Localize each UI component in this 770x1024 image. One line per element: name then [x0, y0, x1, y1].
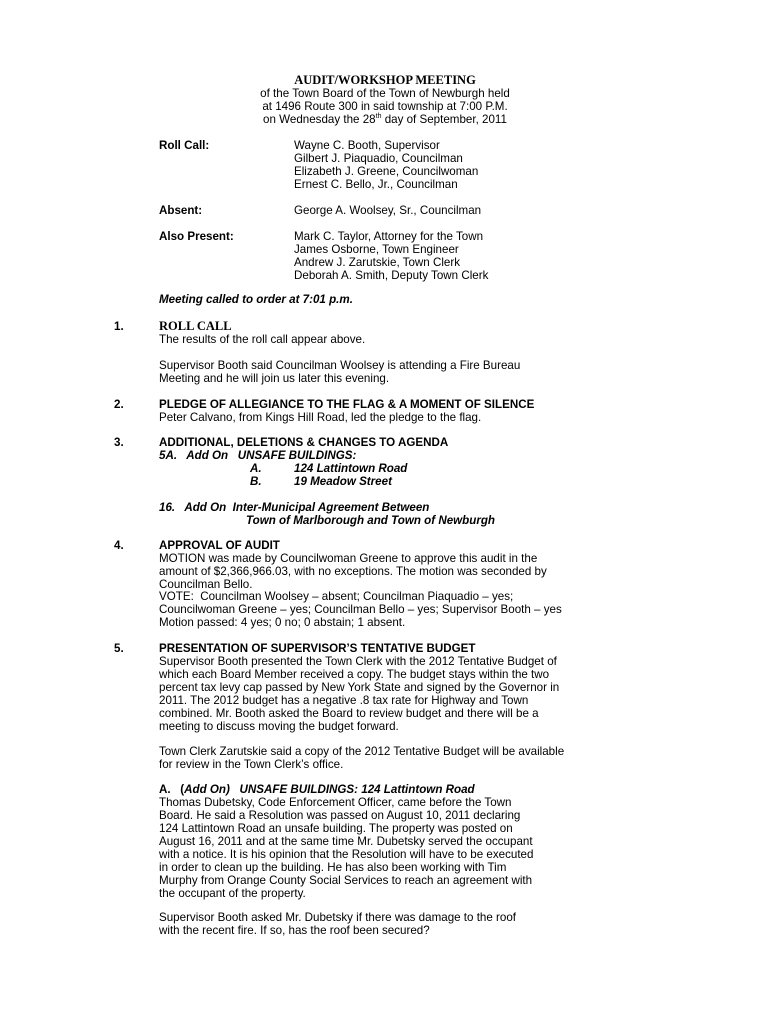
body-line: percent tax levy cap passed by New York State and signed by the Governor in: [159, 681, 560, 694]
header-line-3-sup: th: [375, 113, 382, 121]
also-present-member: James Osborne, Town Engineer: [294, 243, 459, 256]
header-line-3-post: day of September, 2011: [381, 113, 507, 126]
body-line: Councilwoman Greene – yes; Councilman Bello – yes; Supervisor Booth – yes: [159, 603, 562, 616]
subsection-label: A. (: [159, 783, 185, 796]
body-line: VOTE: Councilman Woolsey – absent; Councilman Piaquadio – yes;: [159, 590, 514, 603]
body-line: Supervisor Booth presented the Town Clerk with the 2012 Tentative Budget of: [159, 655, 557, 668]
section-number: 3.: [114, 436, 124, 449]
also-present-label: Also Present:: [159, 230, 234, 243]
section-number: 5.: [114, 642, 124, 655]
meeting-title: AUDIT/WORKSHOP MEETING: [294, 73, 476, 87]
body-line: with a notice. It is his opinion that the Resolution will have to be executed: [159, 848, 534, 861]
agenda-sub-text: 124 Lattintown Road: [294, 462, 408, 475]
section-number: 4.: [114, 539, 124, 552]
body-line: Board. He said a Resolution was passed on August 10, 2011 declaring: [159, 809, 521, 822]
body-line: 124 Lattintown Road an unsafe building. The property was posted on: [159, 822, 513, 835]
body-line: which each Board Member received a copy. The budget stays within the two: [159, 668, 550, 681]
roll-call-member: Ernest C. Bello, Jr., Councilman: [294, 178, 458, 191]
header-line-1: of the Town Board of the Town of Newburgh held: [260, 87, 510, 100]
body-line: combined. Mr. Booth asked the Board to review budget and there will be a: [159, 707, 539, 720]
header-line-3: [0, 113, 770, 126]
body-line: 2011. The 2012 budget has a negative .8 tax rate for Highway and Town: [159, 694, 529, 707]
agenda-item-16-cont: Town of Marlborough and Town of Newburgh: [246, 514, 496, 527]
roll-call-member: Gilbert J. Piaquadio, Councilman: [294, 152, 463, 165]
absent-label: Absent:: [159, 204, 203, 217]
section-number: 2.: [114, 398, 124, 411]
agenda-sub-letter: B.: [250, 475, 262, 488]
also-present-member: Andrew J. Zarutskie, Town Clerk: [294, 256, 461, 269]
body-line: amount of $2,366,966.03, with no exceptions. The motion was seconded by: [159, 565, 547, 578]
section-heading: ROLL CALL: [159, 319, 232, 333]
body-line: Town Clerk Zarutskie said a copy of the 2012 Tentative Budget will be available: [159, 745, 565, 758]
agenda-item-5a: 5A. Add On UNSAFE BUILDINGS:: [159, 449, 357, 462]
also-present-member: Deborah A. Smith, Deputy Town Clerk: [294, 269, 489, 282]
roll-call-label: Roll Call:: [159, 139, 210, 152]
body-line: the occupant of the property.: [159, 887, 306, 900]
roll-call-member: Wayne C. Booth, Supervisor: [294, 139, 440, 152]
body-line: for review in the Town Clerk’s office.: [159, 758, 344, 771]
also-present-member: Mark C. Taylor, Attorney for the Town: [294, 230, 484, 243]
body-line: in order to clean up the building. He has also been working with Tim: [159, 861, 507, 874]
section-heading: PRESENTATION OF SUPERVISOR’S TENTATIVE BUDGET: [159, 642, 476, 655]
agenda-item-16: 16. Add On Inter-Municipal Agreement Between: [159, 501, 430, 514]
body-line: Supervisor Booth asked Mr. Dubetsky if there was damage to the roof: [159, 911, 517, 924]
section-heading: PLEDGE OF ALLEGIANCE TO THE FLAG & A MOMENT OF SILENCE: [159, 398, 535, 411]
subsection-title: ) UNSAFE BUILDINGS: 124 Lattintown Road: [225, 783, 475, 796]
body-line: Murphy from Orange County Social Services to reach an agreement with: [159, 874, 533, 887]
header-line-3-pre: on Wednesday the 28: [263, 113, 376, 126]
body-line: Motion passed: 4 yes; 0 no; 0 abstain; 1 absent.: [159, 616, 406, 629]
body-line: August 16, 2011 and at the same time Mr. Dubetsky served the occupant: [159, 835, 533, 848]
section-number: 1.: [114, 320, 124, 333]
subsection-heading: [159, 783, 475, 796]
body-line: Supervisor Booth said Councilman Woolsey is attending a Fire Bureau: [159, 359, 521, 372]
body-line: meeting to discuss moving the budget forward.: [159, 720, 399, 733]
agenda-sub-text: 19 Meadow Street: [294, 475, 392, 488]
section-heading: APPROVAL OF AUDIT: [159, 539, 280, 552]
section-heading: ADDITIONAL, DELETIONS & CHANGES TO AGENDA: [159, 436, 449, 449]
body-line: Thomas Dubetsky, Code Enforcement Officer, came before the Town: [159, 796, 512, 809]
body-line: Meeting and he will join us later this evening.: [159, 372, 390, 385]
body-line: MOTION was made by Councilwoman Greene to approve this audit in the: [159, 552, 538, 565]
called-to-order: Meeting called to order at 7:01 p.m.: [159, 293, 353, 306]
body-line: Councilman Bello.: [159, 578, 253, 591]
header-line-2: at 1496 Route 300 in said township at 7:00 P.M.: [262, 100, 508, 113]
agenda-sub-letter: A.: [250, 462, 262, 475]
body-line: with the recent fire. If so, has the roof been secured?: [159, 924, 430, 937]
body-line: Peter Calvano, from Kings Hill Road, led the pledge to the flag.: [159, 411, 482, 424]
roll-call-member: Elizabeth J. Greene, Councilwoman: [294, 165, 479, 178]
subsection-addon: Add On: [184, 783, 226, 796]
body-line: The results of the roll call appear above.: [159, 333, 366, 346]
absent-member: George A. Woolsey, Sr., Councilman: [294, 204, 482, 217]
